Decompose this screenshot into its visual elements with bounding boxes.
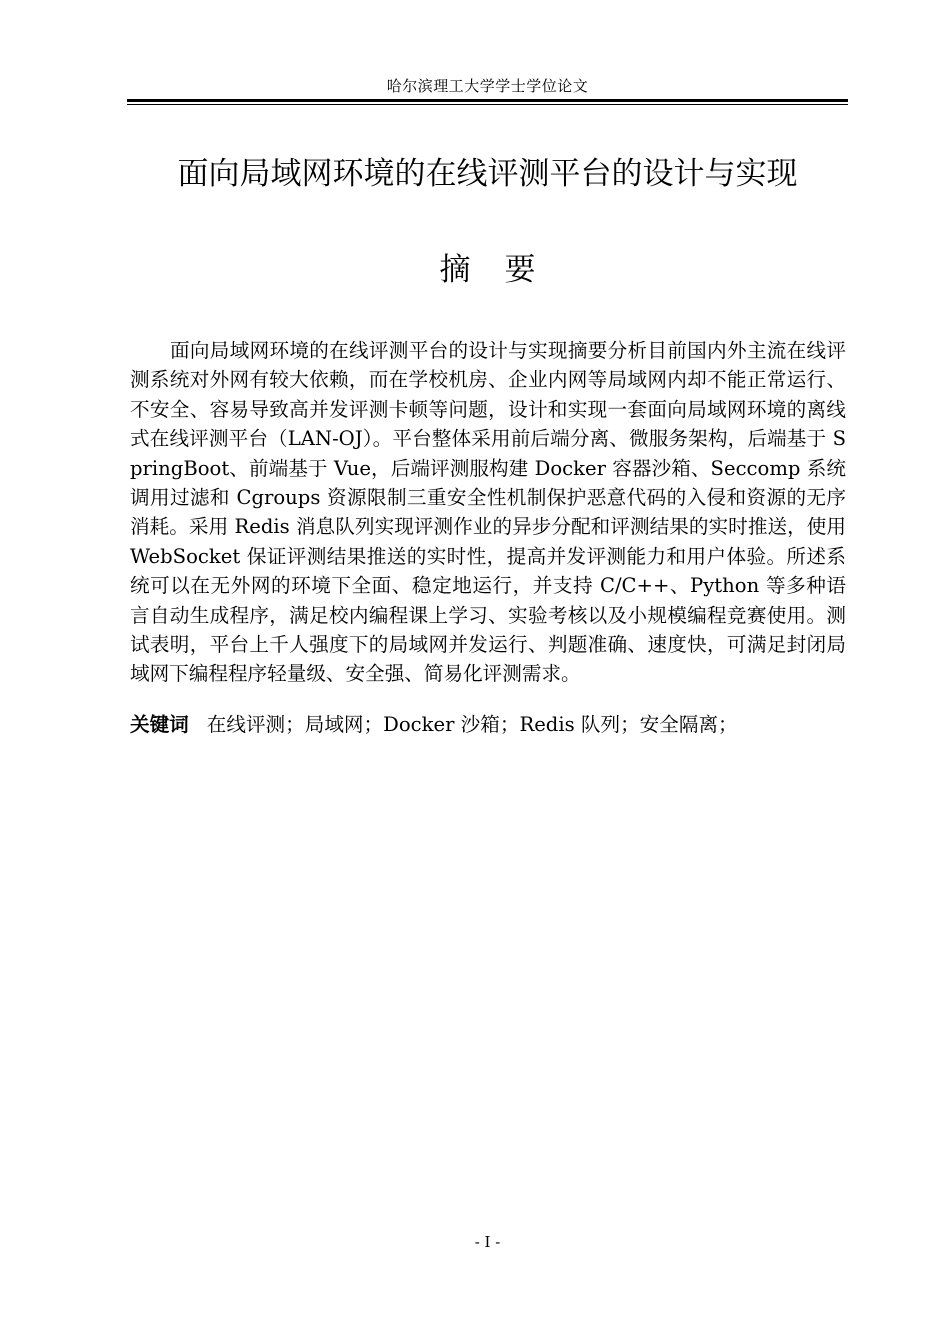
header-rule-thin — [127, 104, 848, 105]
thesis-title: 面向局域网环境的在线评测平台的设计与实现 — [177, 156, 798, 192]
abstract-body: 面向局域网环境的在线评测平台的设计与实现摘要分析目前国内外主流在线评测系统对外网有较大依赖，而在学校机房、企业内网等局域网内却不能正常运行、不安全、容易导致高并发评测卡顿等问题，设计和实现一套面向局域网环境的离线式在线评测平台（LAN-OJ）。平台整体采用前后端分离、微服务架构，后端基于 SpringBoot、前端基于 Vue，后端评测服构建 Docker 容器沙箱、Seccomp 系统调用过滤和 Cgroups 资源限制三重安全性机制保护恶意代码的入侵和资源的无序消耗。采用 Redis 消息队列实现评测作业的异步分配和评测结果的实时推送，使用 WebSocket 保证评测结果推送的实时性，提高并发评测能力和用户体验。所述系统可以在无外网的环境下全面、稳定地运行，并支持 C/C++、Python 等多种语言自动生成程序，满足校内编程课上学习、实验考核以及小规模编程竞赛使用。测试表明，平台上千人强度下的局域网并发运行、判题准确、速度快，可满足封闭局域网下编程程序轻量级、安全强、简易化评测需求。 — [130, 339, 846, 686]
header-rule-thick — [127, 99, 848, 102]
running-header: 哈尔滨理工大学学士学位论文 — [386, 77, 589, 95]
abstract-heading: 摘要 — [439, 252, 570, 288]
keywords-text: 在线评测；局域网；Docker 沙箱；Redis 队列；安全隔离； — [206, 713, 738, 736]
keywords-line — [130, 710, 846, 739]
page-number: - I - — [474, 1233, 501, 1251]
keywords-label: 关键词 — [130, 713, 189, 736]
